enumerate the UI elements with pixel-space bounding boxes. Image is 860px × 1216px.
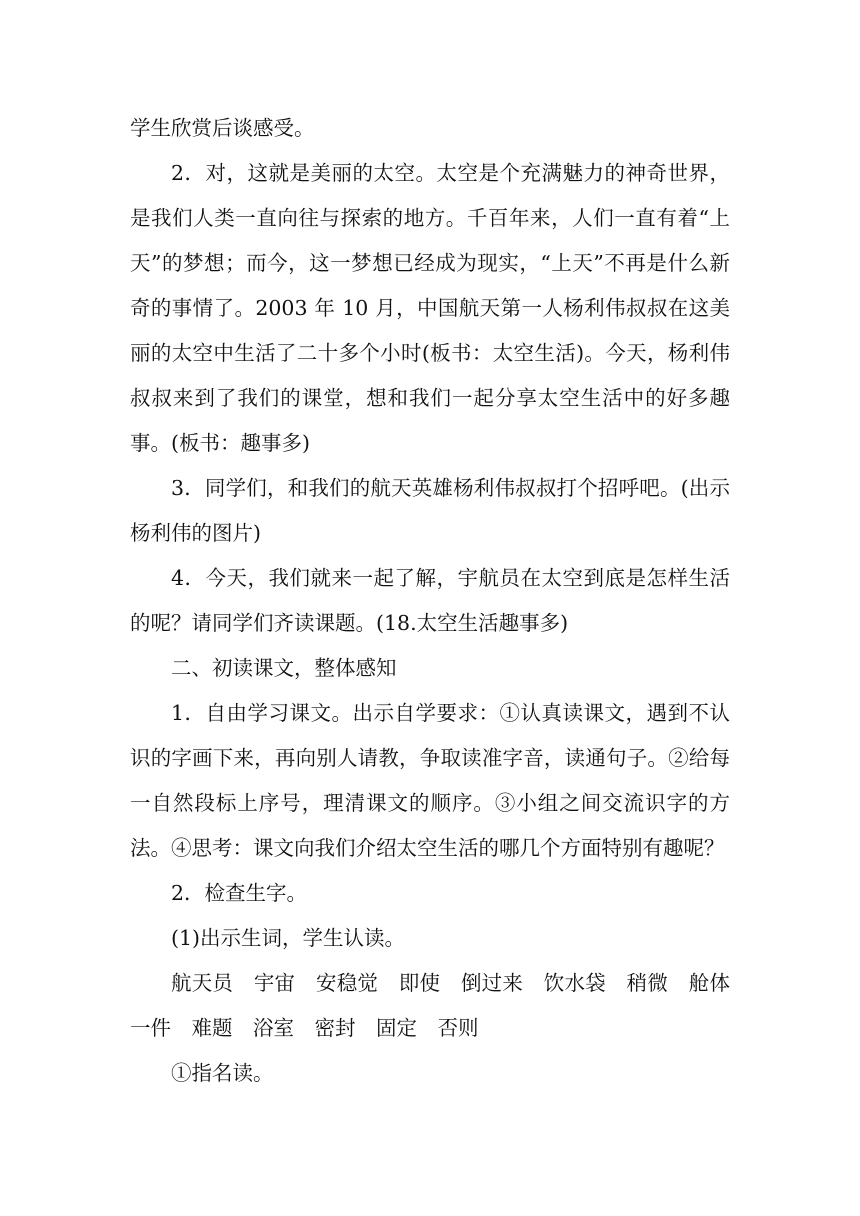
paragraph-7: (1)出示生词，学生认读。 xyxy=(171,926,406,950)
paragraph-5: 1．自由学习课文。出示自学要求：①认真读课文，遇到不认识的字画下来，再向别人请教，争取读准字音，读通句子。②给每一自然段标上序号，理清课文的顺序。③小组之间交流识字的方法。④思考：课文向我们介绍太空生活的哪几个方面特别有趣呢？ xyxy=(130,701,730,860)
paragraph-8: ①指名读。 xyxy=(171,1061,274,1085)
vocab-list-line-1: 航天员 宇宙 安稳觉 即使 倒过来 饮水袋 稍微 舱体 xyxy=(171,971,730,995)
vocab-list-line-2: 一件 难题 浴室 密封 固定 否则 xyxy=(130,1016,479,1040)
section-heading: 二、初读课文，整体感知 xyxy=(171,656,397,680)
document-body xyxy=(130,106,730,1096)
paragraph-1: 学生欣赏后谈感受。 xyxy=(130,116,315,140)
paragraph-3: 3．同学们，和我们的航天英雄杨利伟叔叔打个招呼吧。(出示杨利伟的图片) xyxy=(130,476,730,545)
paragraph-6: 2．检查生字。 xyxy=(171,881,308,905)
paragraph-2: 2．对，这就是美丽的太空。太空是个充满魅力的神奇世界，是我们人类一直向往与探索的地方。千百年来，人们一直有着“上天”的梦想；而今，这一梦想已经成为现实，“上天”不再是什么新奇的事情了。2003 年 10 月，中国航天第一人杨利伟叔叔在这美丽的太空中生活了二十多个小时(板书：太空生活)。今天，杨利伟叔叔来到了我们的课堂，想和我们一起分享太空生活中的好多趣事。(板书：趣事多) xyxy=(130,161,730,455)
paragraph-4: 4．今天，我们就来一起了解，宇航员在太空到底是怎样生活的呢？请同学们齐读课题。(18.太空生活趣事多) xyxy=(130,566,730,635)
